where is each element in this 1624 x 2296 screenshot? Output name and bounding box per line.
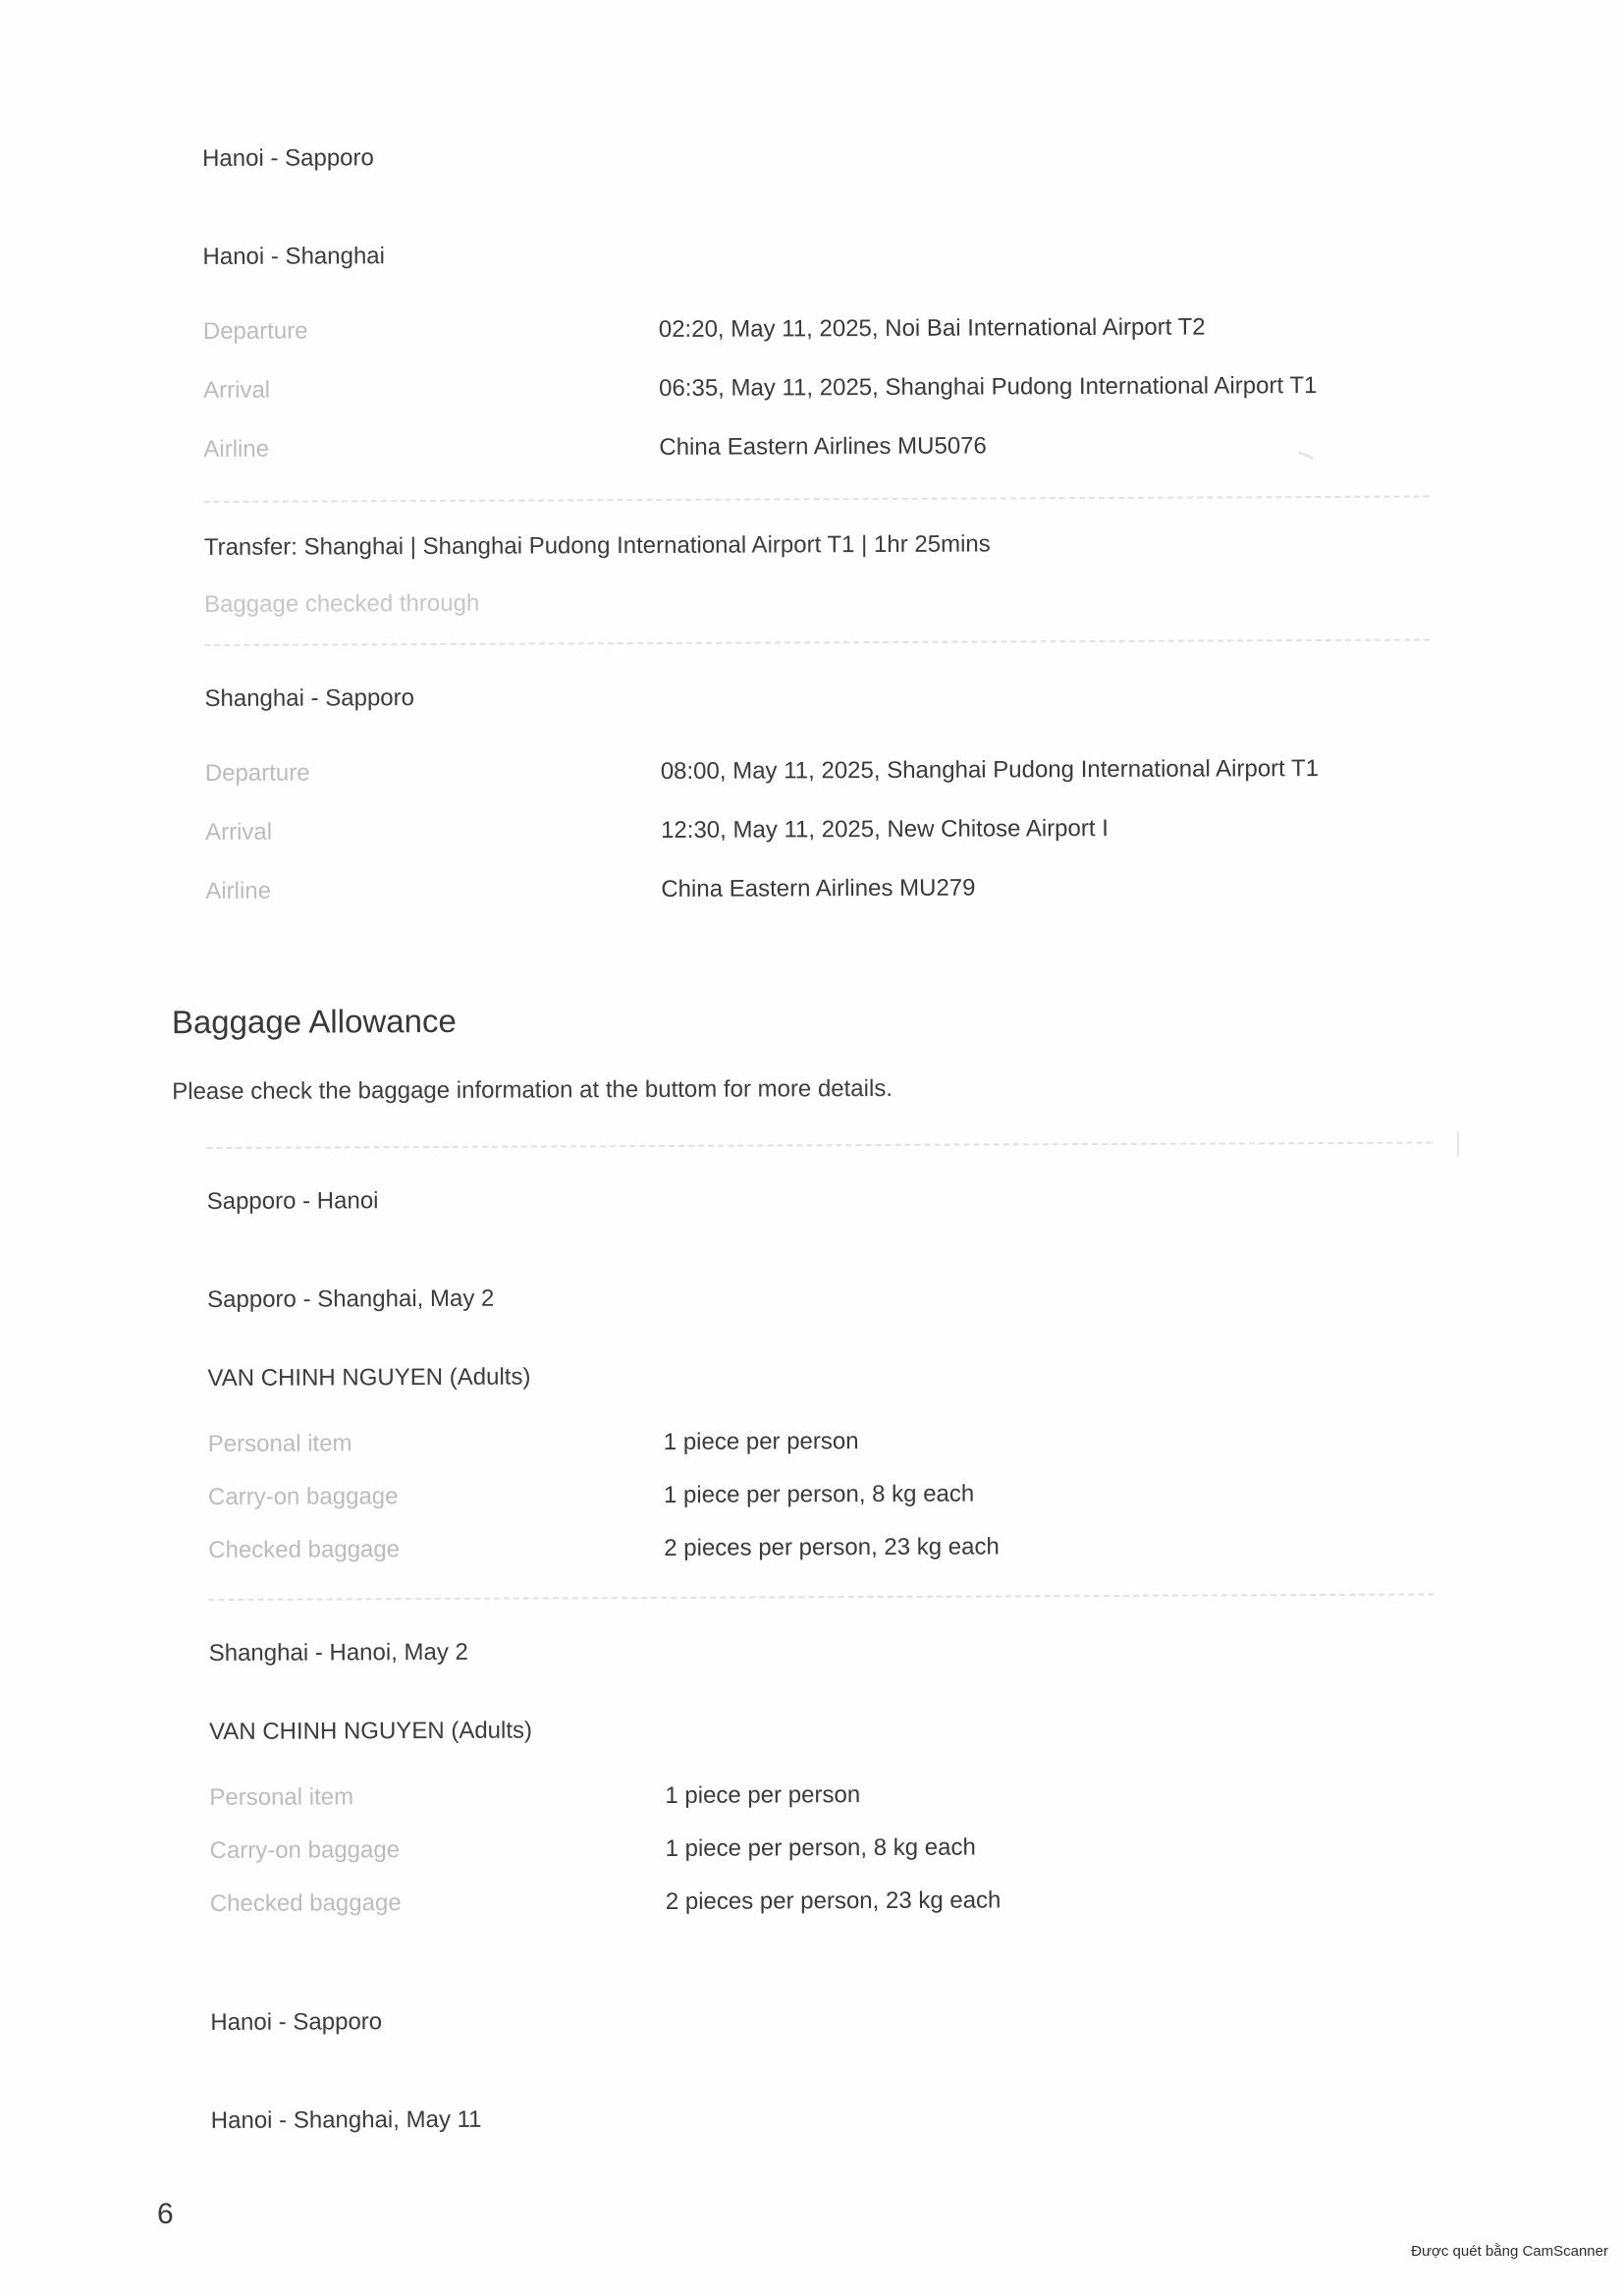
section-divider <box>204 639 1430 646</box>
personal-item-value: 1 piece per person <box>665 1781 861 1809</box>
baggage-row-carry-on <box>208 1466 1434 1524</box>
checked-baggage-value: 2 pieces per person, 23 kg each <box>665 1886 1001 1915</box>
document-content <box>171 140 1436 2186</box>
personal-item-value: 1 piece per person <box>663 1428 859 1455</box>
section-divider <box>204 496 1430 503</box>
detail-row-airline <box>205 857 1431 921</box>
baggage-row-personal-item <box>208 1413 1434 1471</box>
arrival-label: Arrival <box>204 818 273 846</box>
transfer-baggage-note: Baggage checked through <box>203 589 480 618</box>
detail-row-airline <box>203 415 1429 479</box>
section-divider <box>206 1142 1432 1149</box>
arrival-value: 12:30, May 11, 2025, New Chitose Airport I <box>660 814 1109 844</box>
departure-label: Departure <box>202 317 308 345</box>
baggage-row-carry-on <box>209 1820 1435 1878</box>
camscanner-credit: Được quét bằng CamScanner <box>1411 2243 1608 2260</box>
leg-title: Hanoi - Shanghai, May 11 <box>210 2105 482 2134</box>
detail-row-departure <box>205 739 1431 803</box>
transfer-block <box>204 529 1430 619</box>
baggage-row-checked <box>210 1873 1435 1931</box>
leg-title: Sapporo - Shanghai, May 2 <box>207 1285 495 1313</box>
checked-baggage-value: 2 pieces per person, 23 kg each <box>664 1533 1000 1561</box>
passenger-name: VAN CHINH NGUYEN (Adults) <box>207 1363 531 1392</box>
airline-label: Airline <box>205 877 272 904</box>
personal-item-label: Personal item <box>209 1783 354 1811</box>
route-header-hanoi-sapporo: Hanoi - Sapporo <box>202 144 374 172</box>
departure-label: Departure <box>204 759 310 787</box>
page-number: 6 <box>157 2198 174 2230</box>
baggage-leg-shanghai-hanoi <box>209 1635 1435 1931</box>
baggage-row-checked <box>208 1519 1434 1577</box>
carry-on-value: 1 piece per person, 8 kg each <box>663 1480 975 1508</box>
detail-row-arrival <box>203 356 1429 420</box>
baggage-allowance-subtext: Please check the baggage information at the buttom for more details. <box>172 1074 893 1106</box>
segment-title: Hanoi - Shanghai <box>202 243 386 270</box>
checked-baggage-label: Checked baggage <box>208 1536 401 1563</box>
checked-baggage-label: Checked baggage <box>209 1889 402 1917</box>
scan-artifact <box>1457 1131 1459 1157</box>
baggage-row-personal-item <box>209 1767 1435 1825</box>
baggage-route-header-sapporo-hanoi: Sapporo - Hanoi <box>206 1187 379 1215</box>
segment-title: Shanghai - Sapporo <box>204 684 415 712</box>
passenger-name: VAN CHINH NGUYEN (Adults) <box>208 1717 533 1745</box>
flight-segment-hanoi-shanghai <box>202 239 1429 479</box>
section-divider <box>208 1594 1434 1601</box>
airline-value: China Eastern Airlines MU5076 <box>659 432 987 461</box>
departure-value: 08:00, May 11, 2025, Shanghai Pudong International Airport T1 <box>660 755 1320 785</box>
arrival-label: Arrival <box>203 376 271 404</box>
arrival-value: 06:35, May 11, 2025, Shanghai Pudong International Airport T1 <box>659 372 1318 402</box>
carry-on-label: Carry-on baggage <box>207 1483 399 1510</box>
flight-segment-shanghai-sapporo <box>204 681 1431 921</box>
transfer-title: Transfer: Shanghai | Shanghai Pudong International Airport T1 | 1hr 25mins <box>203 530 991 561</box>
airline-label: Airline <box>203 435 270 463</box>
detail-row-arrival <box>205 798 1431 862</box>
baggage-leg-sapporo-shanghai <box>207 1282 1434 1577</box>
personal-item-label: Personal item <box>207 1430 352 1457</box>
departure-value: 02:20, May 11, 2025, Noi Bai International Airport T2 <box>658 313 1206 343</box>
baggage-allowance-heading: Baggage Allowance <box>171 1002 457 1041</box>
leg-title: Shanghai - Hanoi, May 2 <box>208 1638 468 1667</box>
carry-on-value: 1 piece per person, 8 kg each <box>665 1833 976 1862</box>
airline-value: China Eastern Airlines MU279 <box>661 874 976 902</box>
baggage-route-header-hanoi-sapporo: Hanoi - Sapporo <box>210 2008 383 2036</box>
carry-on-label: Carry-on baggage <box>209 1836 401 1864</box>
detail-row-departure <box>203 298 1429 361</box>
